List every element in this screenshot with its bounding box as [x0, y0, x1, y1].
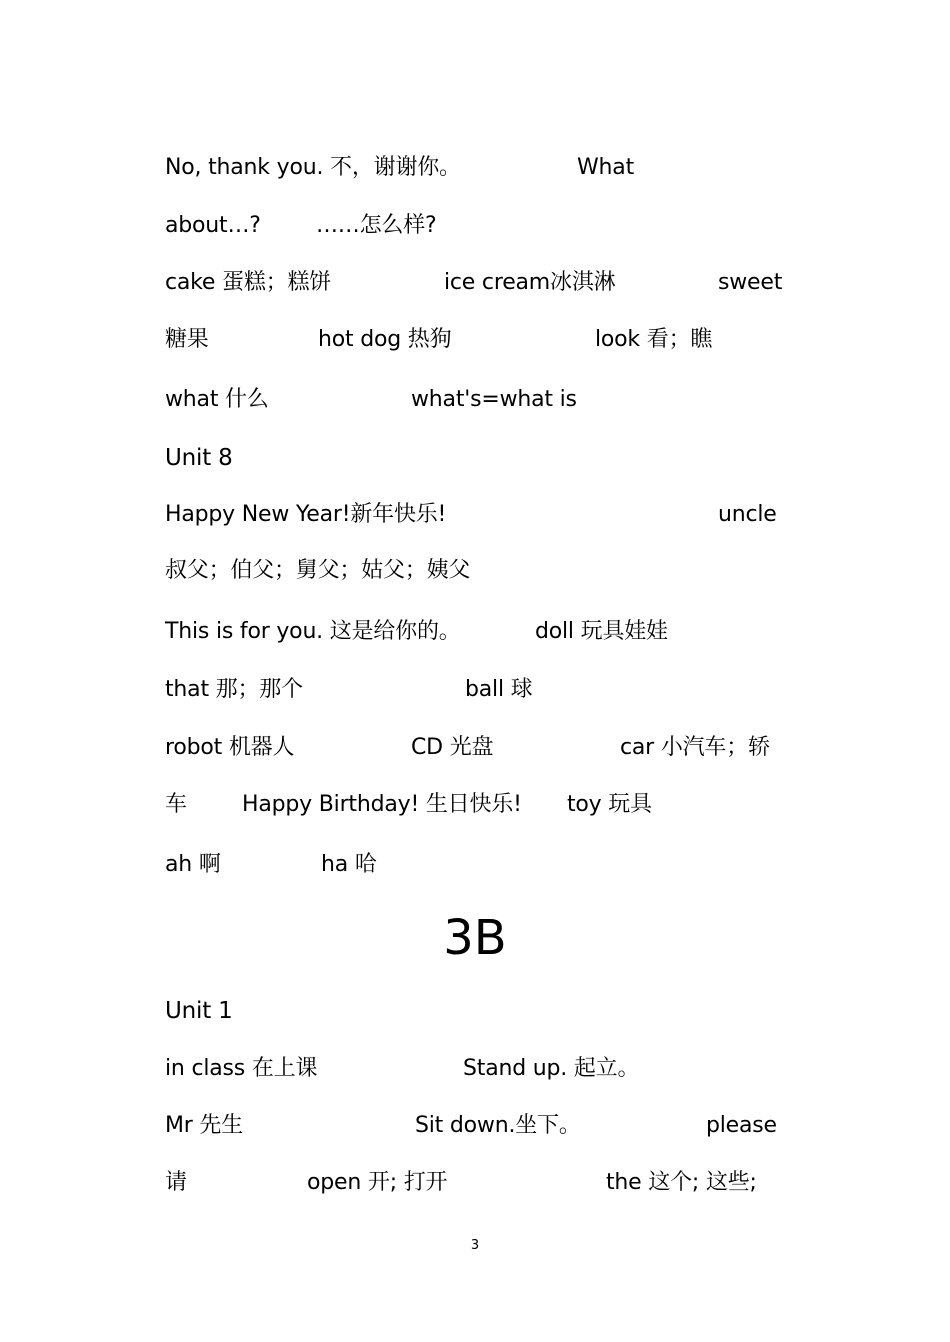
- vocab-line: [0, 612, 950, 652]
- vocab-entry: CD 光盘: [411, 735, 494, 760]
- vocab-entry: ……怎么样?: [316, 213, 437, 238]
- vocab-line: [0, 148, 950, 188]
- vocab-entry: ice cream冰淇淋: [444, 270, 616, 295]
- vocab-entry: Stand up. 起立。: [463, 1056, 640, 1081]
- vocab-entry: what 什么: [165, 387, 269, 412]
- vocab-entry: car 小汽车；轿: [620, 735, 770, 760]
- unit-heading-line: [0, 991, 950, 1031]
- vocab-entry: doll 玩具娃娃: [535, 619, 668, 644]
- vocab-line: [0, 845, 950, 885]
- vocab-line: [0, 728, 950, 768]
- vocab-entry: Happy New Year!新年快乐!: [165, 502, 447, 527]
- vocab-entry: the 这个; 这些;: [606, 1170, 757, 1195]
- vocab-entry: look 看；瞧: [595, 327, 713, 352]
- vocab-line: [0, 495, 950, 535]
- unit-heading: Unit 8: [165, 445, 233, 471]
- vocab-entry: hot dog 热狗: [318, 327, 452, 352]
- unit-heading-line: [0, 438, 950, 478]
- vocab-entry: Sit down.坐下。: [415, 1113, 581, 1138]
- vocab-entry: toy 玩具: [567, 792, 652, 817]
- vocab-entry: This is for you. 这是给你的。: [165, 619, 461, 644]
- vocab-entry: what's=what is: [411, 387, 577, 412]
- vocab-line: [0, 206, 950, 246]
- vocab-entry: What: [577, 155, 635, 180]
- vocab-entry: about…?: [165, 213, 261, 238]
- vocab-entry: Happy Birthday! 生日快乐!: [242, 792, 522, 817]
- vocab-line: [0, 1106, 950, 1146]
- vocab-line: [0, 263, 950, 303]
- page-number: 3: [470, 1238, 480, 1253]
- vocab-line: [0, 380, 950, 420]
- vocab-entry: please: [706, 1113, 777, 1138]
- vocab-entry: 请: [165, 1170, 187, 1195]
- vocab-entry: cake 蛋糕；糕饼: [165, 270, 332, 295]
- vocab-line: [0, 670, 950, 710]
- vocab-line: [0, 1163, 950, 1203]
- vocab-entry: robot 机器人: [165, 735, 295, 760]
- vocab-entry: that 那；那个: [165, 677, 303, 702]
- vocab-entry: 叔父；伯父；舅父；姑父；姨父: [165, 558, 471, 583]
- vocab-entry: sweet: [718, 270, 783, 295]
- vocab-line: [0, 1049, 950, 1089]
- vocab-entry: Mr 先生: [165, 1113, 244, 1138]
- vocab-entry: in class 在上课: [165, 1056, 318, 1081]
- vocab-entry: open 开; 打开: [307, 1170, 448, 1195]
- vocab-entry: ha 哈: [321, 852, 377, 877]
- vocab-line: [0, 551, 950, 591]
- vocab-line: [0, 785, 950, 825]
- vocab-entry: 糖果: [165, 327, 209, 352]
- vocab-entry: 车: [165, 792, 187, 817]
- vocab-entry: ah 啊: [165, 852, 221, 877]
- vocab-entry: uncle: [718, 502, 777, 527]
- section-heading: 3B: [443, 910, 507, 966]
- vocab-line: [0, 320, 950, 360]
- unit-heading: Unit 1: [165, 998, 233, 1024]
- vocab-entry: No, thank you. 不，谢谢你。: [165, 155, 461, 180]
- vocab-entry: ball 球: [465, 677, 533, 702]
